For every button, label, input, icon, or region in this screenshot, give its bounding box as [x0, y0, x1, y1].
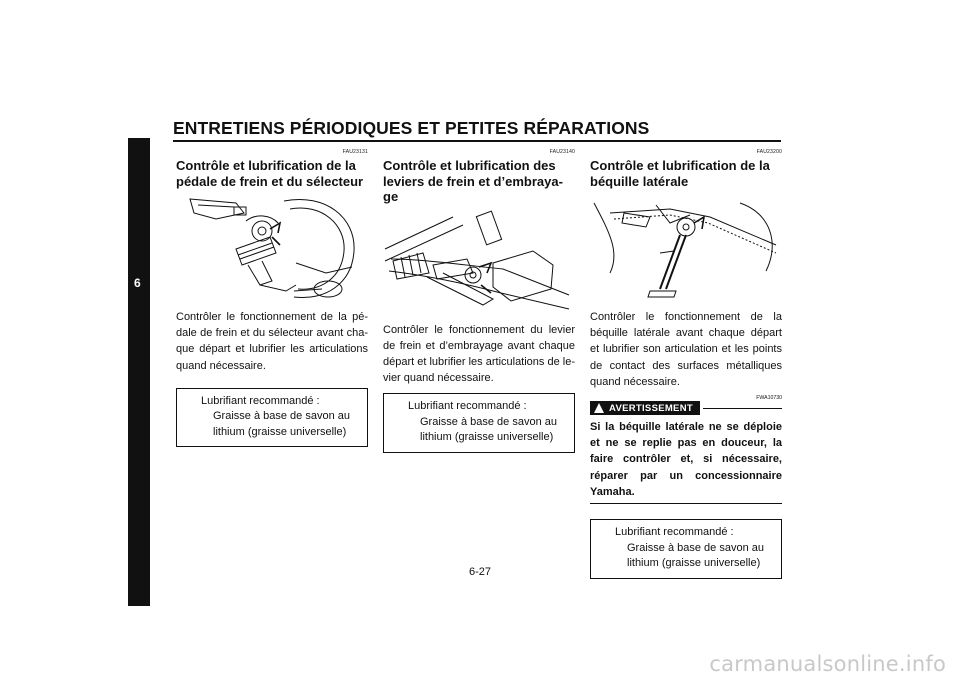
warning-code: FWA10730 — [756, 395, 782, 402]
warning-triangle-icon — [594, 403, 604, 413]
page-number: 6-27 — [468, 566, 492, 578]
section-body: Contrôler le fonctionnement de la pé-dale de frein et du sélecteur avant cha-que départ et lubrifier les articulations quand nécessaire. — [176, 311, 368, 372]
brake-shift-pedal-illustration — [176, 193, 368, 303]
page-header — [173, 118, 781, 142]
lubricant-value: Graisse à base de savon au lithium (graisse universelle) — [213, 410, 350, 438]
section-code: FAU23200 — [756, 149, 782, 155]
chapter-tab — [128, 138, 150, 606]
brake-clutch-lever-illustration — [383, 209, 575, 313]
section-code: FAU23140 — [549, 149, 575, 155]
warning-badge — [590, 401, 700, 415]
section-heading: Contrôle et lubrification de la pédale de frein et du sélecteur — [176, 158, 364, 189]
lubricant-box — [176, 388, 368, 448]
lubricant-title: Lubrifiant recommandé : — [408, 400, 527, 413]
page-title: ENTRETIENS PÉRIODIQUES ET PETITES RÉPARATIONS — [173, 118, 650, 138]
section-code: FAU23131 — [342, 149, 368, 155]
section-heading: Contrôle et lubrification de la béquille latérale — [590, 158, 770, 189]
section-body: Contrôler le fonctionnement de la béquille latérale avant chaque départ et lubrifier son articulation et les points de contact des surfaces métalliques quand nécessaire. — [590, 311, 782, 388]
sidestand-illustration — [590, 193, 782, 303]
lubricant-box — [383, 393, 575, 453]
section-brake-clutch-levers — [383, 148, 575, 453]
chapter-number: 6 — [134, 276, 141, 290]
warning-text: Si la béquille latérale ne se déploie et ne se replie pas en douceur, la faire contrôler et, si nécessaire, réparer par un concessionnaire Yamaha. — [590, 421, 782, 498]
lubricant-value: Graisse à base de savon au lithium (graisse universelle) — [420, 415, 557, 444]
watermark: carmanualsonline.info — [709, 652, 946, 676]
lubricant-title: Lubrifiant recommandé : — [615, 526, 734, 539]
lubricant-title: Lubrifiant recommandé : — [201, 394, 320, 407]
section-sidestand — [590, 148, 782, 579]
section-brake-shift-pedal — [176, 148, 368, 447]
header-rule — [173, 140, 781, 142]
lubricant-value: Graisse à base de savon au lithium (graisse universelle) — [627, 541, 764, 570]
warning-end-rule — [590, 503, 782, 504]
warning-rule — [703, 408, 782, 409]
section-heading: Contrôle et lubrification des leviers de frein et d’embraya-ge — [383, 158, 563, 204]
warning-label: AVERTISSEMENT — [609, 402, 693, 414]
warning-header — [590, 401, 782, 415]
section-body: Contrôler le fonctionnement du levier de frein et d’embrayage avant chaque départ et lubrifier les articulations de le-vier quand nécessaire. — [383, 323, 575, 385]
